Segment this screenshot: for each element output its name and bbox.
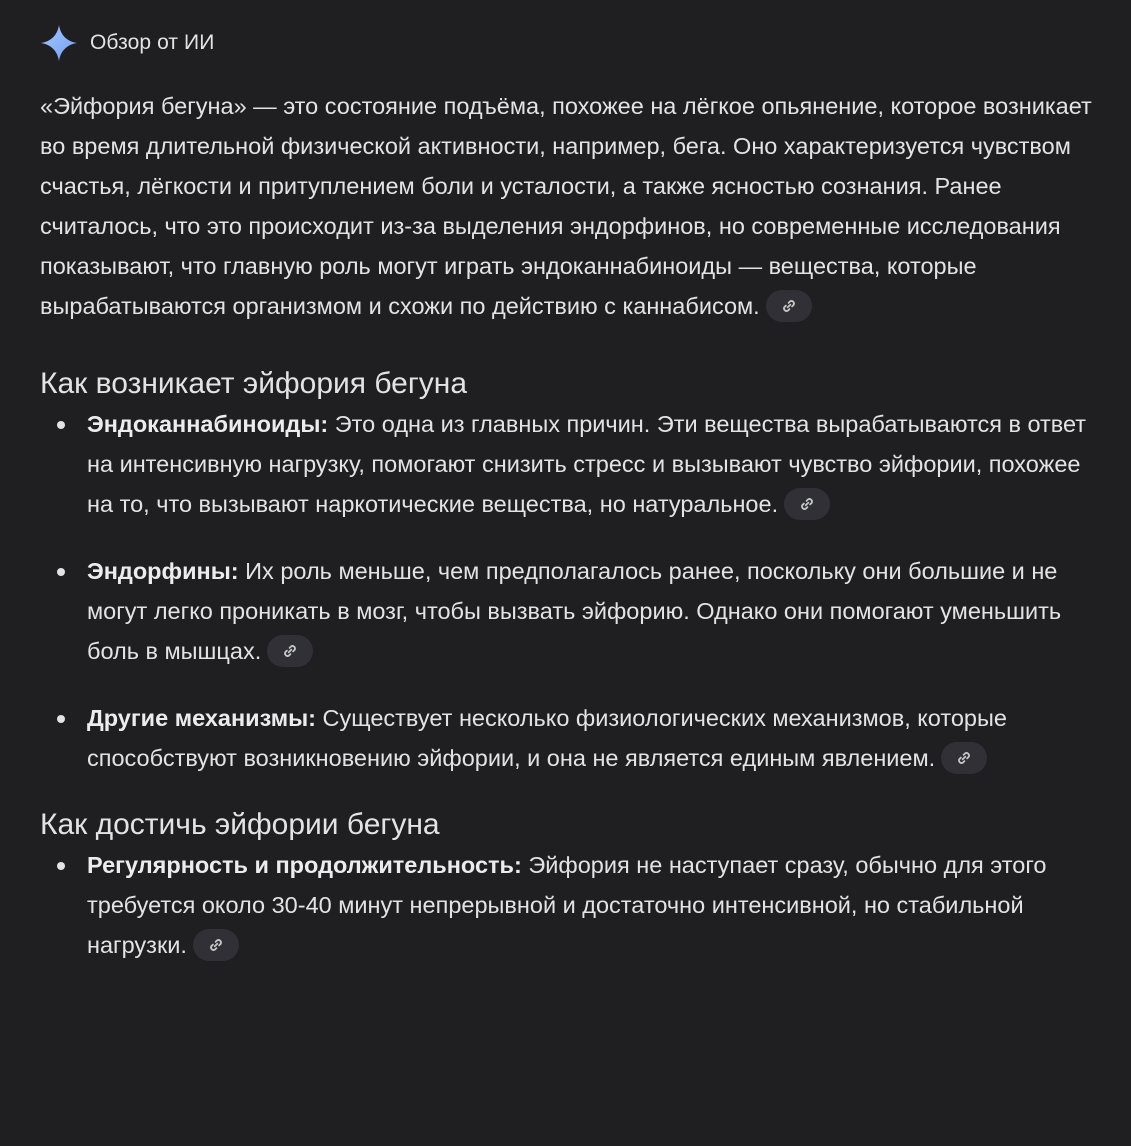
gemini-spark-icon [40, 24, 78, 62]
list-item [40, 404, 1100, 524]
item-term: Регулярность и продолжительность: [87, 852, 522, 878]
item-term: Эндоканнабиноиды: [87, 411, 329, 437]
link-icon [282, 643, 298, 659]
item-text: Эйфория не наступает сразу, обычно для этого требуется около 30-40 минут непрерывной и достаточно интенсивной, но стабильной нагрузки. [87, 852, 1047, 958]
intro-text: «Эйфория бегуна» — это состояние подъёма, похожее на лёгкое опьянение, которое возникает во время длительной физической активности, например, бега. Оно характеризуется чувством счастья, лёгкости и притуплением боли и усталости, а также ясностью сознания. Ранее считалось, что это происходит из-за выделения эндорфинов, но современные исследования показывают, что главную роль могут играть эндоканнабиноиды — вещества, которые вырабатываются организмом и схожи по действию с каннабисом. [40, 93, 1092, 319]
ai-overview-title: Обзор от ИИ [90, 31, 215, 54]
link-icon [208, 937, 224, 953]
list-item [40, 845, 1100, 965]
section-title-how-to-achieve: Как достичь эйфории бегуна [40, 808, 440, 841]
bullet-list-causes [40, 404, 1100, 778]
item-term: Эндорфины: [87, 558, 239, 584]
link-icon [799, 496, 815, 512]
source-link-chip[interactable] [766, 290, 812, 322]
item-text: Их роль меньше, чем предполагалось ранее, поскольку они большие и не могут легко проникать в мозг, чтобы вызвать эйфорию. Однако они помогают уменьшить боль в мышцах. [87, 558, 1062, 664]
item-text: Существует несколько физиологических механизмов, которые способствуют возникновению эйфории, и она не является единым явлением. [87, 705, 1007, 771]
bullet-list-tips [40, 845, 1100, 965]
source-link-chip[interactable] [784, 488, 830, 520]
item-text: Это одна из главных причин. Эти вещества вырабатываются в ответ на интенсивную нагрузку, помогают снизить стресс и вызывают чувство эйфории, похожее на то, что вызывают наркотические вещества, но натуральное. [87, 411, 1087, 517]
list-item [40, 551, 1100, 671]
source-link-chip[interactable] [193, 929, 239, 961]
ai-overview-header [40, 22, 214, 64]
list-item [40, 698, 1100, 778]
intro-paragraph [40, 86, 1100, 326]
section-title-how-it-arises: Как возникает эйфория бегуна [40, 367, 468, 400]
link-icon [781, 298, 797, 314]
item-term: Другие механизмы: [87, 705, 316, 731]
link-icon [956, 750, 972, 766]
source-link-chip[interactable] [941, 742, 987, 774]
source-link-chip[interactable] [267, 635, 313, 667]
ai-overview-content [40, 86, 1100, 965]
